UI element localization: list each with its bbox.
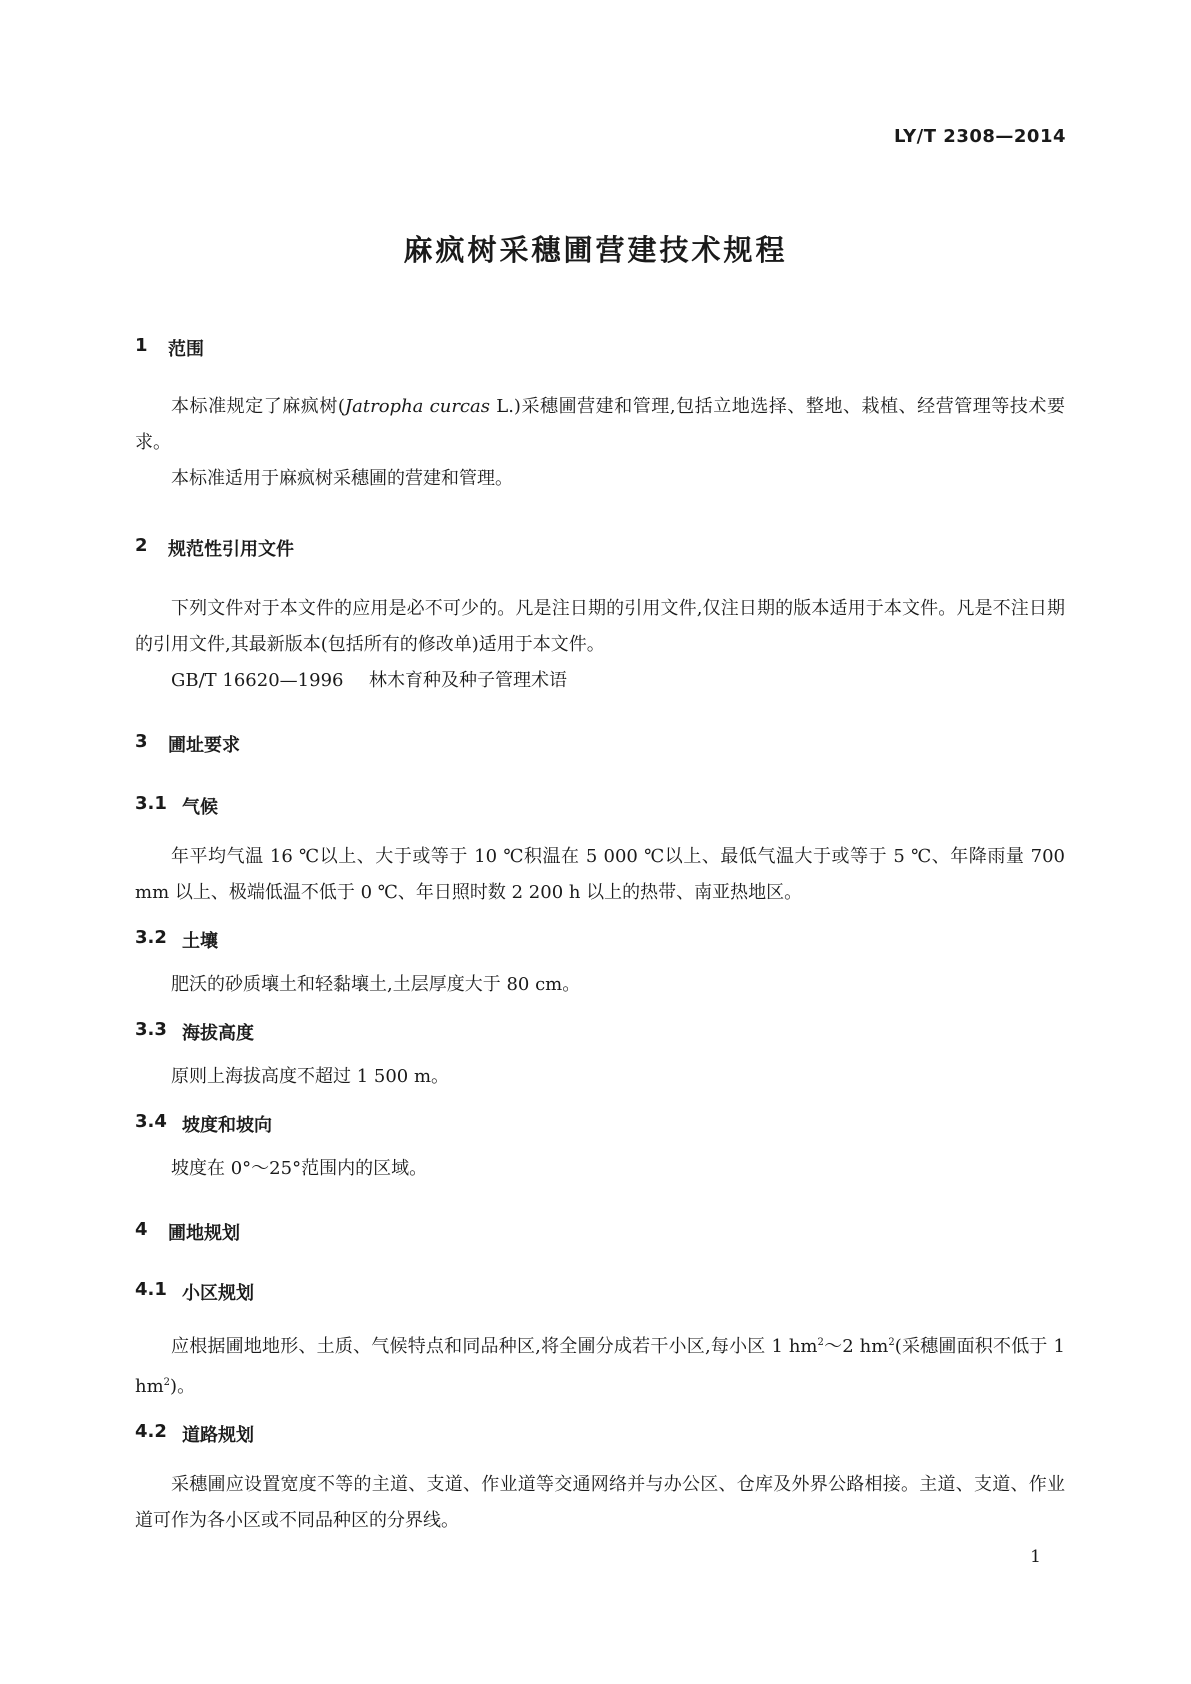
section-1-paragraph-2: 本标准适用于麻疯树采穗圃的营建和管理。: [171, 468, 513, 489]
section-3-2-title: 土壤: [182, 931, 218, 952]
section-4-1-heading: [135, 1279, 1065, 1305]
section-3-4-number: 3.4: [135, 1111, 167, 1132]
section-3-3-title: 海拔高度: [182, 1023, 254, 1044]
normative-reference: [135, 663, 1065, 699]
section-4-2-title: 道路规划: [182, 1425, 254, 1446]
s41-text-a: 应根据圃地地形、土质、气候特点和同品种区,将全圃分成若干小区,每小区 1 hm: [171, 1336, 818, 1357]
section-1-title: 范围: [168, 339, 204, 360]
section-3-4-heading: [135, 1111, 1065, 1137]
section-3-heading: [135, 731, 1065, 757]
section-4-1-number: 4.1: [135, 1279, 167, 1300]
document-title: 麻疯树采穗圃营建技术规程: [403, 233, 788, 267]
section-3-4-title: 坡度和坡向: [182, 1115, 272, 1136]
section-4-2-heading: [135, 1421, 1065, 1447]
section-3-2-number: 3.2: [135, 927, 167, 948]
document-body: [135, 335, 1065, 1539]
section-2-heading: [135, 535, 1065, 561]
section-1-p1-text-b: L.)采穗圃营建和管理,包括立地选择、整地、栽植、经营管理等技术要求。: [135, 396, 1065, 453]
section-3-title: 圃址要求: [168, 735, 240, 756]
section-1-paragraph-1: [135, 389, 1065, 461]
section-3-4-text: 坡度在 0°～25°范围内的区域。: [171, 1158, 428, 1179]
reference-code: GB/T 16620—1996: [171, 670, 344, 691]
section-4-heading: [135, 1219, 1065, 1245]
section-3-2-heading: [135, 927, 1065, 953]
section-3-3-text: 原则上海拔高度不超过 1 500 m。: [171, 1066, 450, 1087]
section-4-1-title: 小区规划: [182, 1283, 254, 1304]
standard-code: LY/T 2308—2014: [893, 126, 1066, 147]
section-4-title: 圃地规划: [168, 1223, 240, 1244]
section-2-paragraph: 下列文件对于本文件的应用是必不可少的。凡是注日期的引用文件,仅注日期的版本适用于本文件。凡是不注日期的引用文件,其最新版本(包括所有的修改单)适用于本文件。: [135, 598, 1065, 655]
section-4-1-text: [135, 1325, 1065, 1405]
s41-sup-1: 2: [817, 1337, 824, 1348]
section-2-title: 规范性引用文件: [168, 539, 294, 560]
section-3-1-title: 气候: [182, 797, 218, 818]
s41-text-d: )。: [170, 1376, 196, 1397]
section-1-number: 1: [135, 335, 148, 356]
reference-title: 林木育种及种子管理术语: [369, 670, 567, 691]
section-1-p1-text-a: 本标准规定了麻疯树(: [171, 396, 345, 417]
s41-sup-2: 2: [888, 1337, 895, 1348]
s41-text-c: (采穗圃面积不低于 1 hm: [135, 1336, 1065, 1397]
section-4-2-text: 采穗圃应设置宽度不等的主道、支道、作业道等交通网络并与办公区、仓库及外界公路相接。主道、支道、作业道可作为各小区或不同品种区的分界线。: [135, 1474, 1065, 1531]
section-4-number: 4: [135, 1219, 148, 1240]
section-3-1-heading: [135, 793, 1065, 819]
page-number: 1: [1030, 1547, 1041, 1567]
section-3-3-number: 3.3: [135, 1019, 167, 1040]
section-1-heading: [135, 335, 1065, 361]
section-3-2-text: 肥沃的砂质壤土和轻黏壤土,土层厚度大于 80 cm。: [171, 974, 581, 995]
section-3-1-number: 3.1: [135, 793, 167, 814]
s41-sup-3: 2: [163, 1377, 171, 1388]
latin-name: Jatropha curcas: [344, 396, 490, 417]
section-3-1-text: 年平均气温 16 ℃以上、大于或等于 10 ℃积温在 5 000 ℃以上、最低气温大于或等于 5 ℃、年降雨量 700 mm 以上、极端低温不低于 0 ℃、年日照时数 2 200 h 以上的热带、南亚热地区。: [135, 846, 1065, 903]
section-2-number: 2: [135, 535, 148, 556]
section-3-3-heading: [135, 1019, 1065, 1045]
section-3-number: 3: [135, 731, 148, 752]
s41-text-b: ～2 hm: [823, 1336, 889, 1357]
section-4-2-number: 4.2: [135, 1421, 167, 1442]
